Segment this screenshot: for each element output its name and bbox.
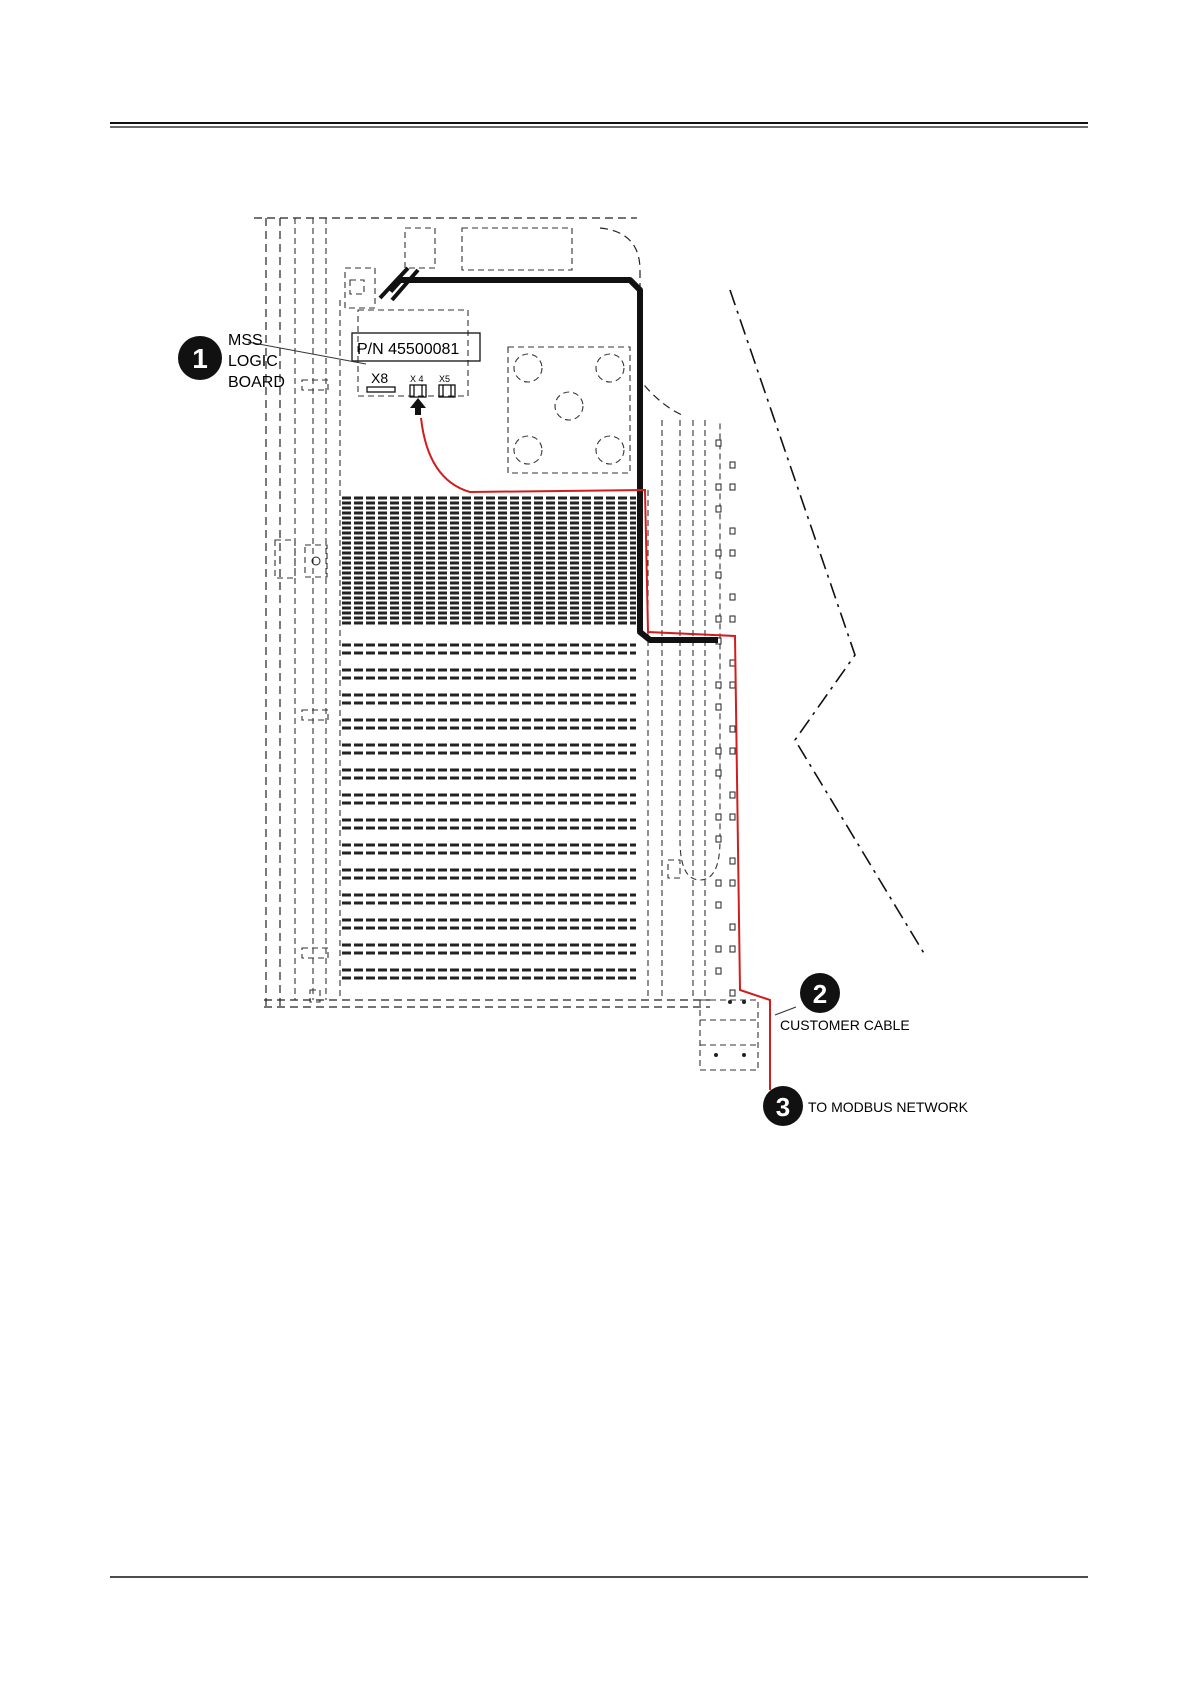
terminal-square	[730, 858, 735, 864]
terminal-square	[730, 924, 735, 930]
connector-x4-label: X 4	[410, 374, 424, 384]
left-rails	[275, 218, 340, 1002]
terminal-square	[716, 682, 721, 688]
terminal-square	[730, 990, 735, 996]
terminal-square	[716, 902, 721, 908]
terminal-square	[730, 660, 735, 666]
callout-3	[763, 1086, 803, 1126]
terminal-square	[716, 748, 721, 754]
item1-line1: MSS	[228, 332, 263, 349]
heatsink-fins	[342, 498, 636, 978]
terminal-square	[716, 484, 721, 490]
x4-arrow-icon	[410, 398, 426, 415]
item3-label: TO MODBUS NETWORK	[808, 1099, 968, 1115]
right-rails	[648, 420, 720, 1000]
terminal-square	[730, 484, 735, 490]
top-rule	[110, 123, 1088, 127]
svg-text:3: 3	[775, 1092, 791, 1122]
internal-harness	[390, 280, 718, 640]
terminal-square	[730, 726, 735, 732]
customer-terminal-block	[700, 1000, 758, 1070]
terminal-square	[730, 946, 735, 952]
terminal-square	[716, 572, 721, 578]
terminal-square	[716, 616, 721, 622]
boundary-line	[730, 290, 925, 955]
terminal-square	[716, 946, 721, 952]
svg-text:2: 2	[812, 979, 828, 1009]
terminal-square	[730, 814, 735, 820]
callout-2	[775, 973, 840, 1015]
terminal-square	[716, 506, 721, 512]
terminal-square	[716, 704, 721, 710]
terminal-square	[716, 770, 721, 776]
terminal-square	[730, 528, 735, 534]
item2-label: CUSTOMER CABLE	[780, 1017, 910, 1033]
terminal-square	[730, 616, 735, 622]
item1-line3: BOARD	[228, 374, 285, 391]
terminal-square	[716, 836, 721, 842]
terminal-square	[730, 880, 735, 886]
terminal-square	[730, 748, 735, 754]
top-enclosure	[345, 228, 572, 308]
terminal-square	[730, 550, 735, 556]
terminal-square	[716, 968, 721, 974]
terminal-square	[716, 814, 721, 820]
terminal-square	[730, 792, 735, 798]
terminal-square	[730, 682, 735, 688]
terminal-square	[730, 462, 735, 468]
terminal-square	[730, 594, 735, 600]
item1-line2: LOGIC	[228, 353, 278, 370]
connector-x5-label: X5	[439, 374, 451, 384]
terminal-square	[716, 880, 721, 886]
right-terminals	[716, 440, 735, 996]
fan-block	[508, 347, 630, 473]
part-number-label: P/N 45500081	[357, 341, 460, 358]
svg-text:1: 1	[192, 343, 208, 374]
connector-x8-label: X8	[371, 370, 389, 386]
terminal-square	[716, 440, 721, 446]
terminal-square	[716, 550, 721, 556]
